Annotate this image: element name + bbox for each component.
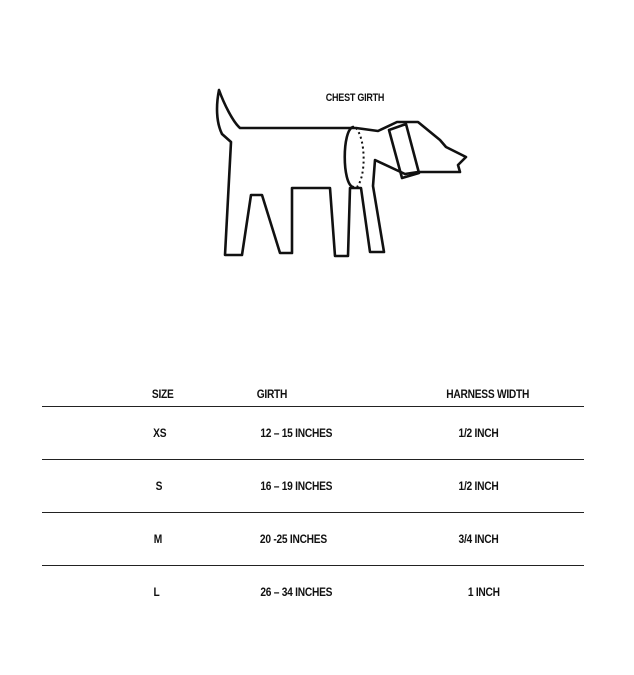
table-row [42, 513, 584, 566]
table-row [42, 566, 584, 619]
size-cell: XS [42, 407, 254, 460]
girth-cell: 26 – 34 INCHES [260, 585, 333, 599]
size-chart-table [42, 382, 584, 618]
size-cell: S [42, 460, 254, 513]
width-cell: 1 INCH [467, 585, 500, 599]
size-cell: L [153, 585, 160, 599]
width-cell: 1/2 INCH [339, 460, 584, 513]
girth-cell: 12 – 15 INCHES [254, 407, 339, 460]
header-size: SIZE [42, 382, 254, 407]
width-cell: 1/2 INCH [339, 407, 584, 460]
chest-girth-diagram [0, 0, 634, 300]
girth-cell: 16 – 19 INCHES [254, 460, 339, 513]
width-cell: 3/4 INCH [339, 513, 584, 566]
table-row [42, 407, 584, 460]
dog-outline-icon [0, 0, 634, 300]
table-row [42, 460, 584, 513]
girth-cell: 20 -25 INCHES [254, 513, 339, 566]
size-cell: M [42, 513, 254, 566]
header-girth: GIRTH [254, 382, 339, 407]
chest-girth-label: CHEST GIRTH [325, 92, 385, 104]
header-harness-width: HARNESS WIDTH [339, 382, 584, 407]
table-header-row [42, 382, 584, 407]
